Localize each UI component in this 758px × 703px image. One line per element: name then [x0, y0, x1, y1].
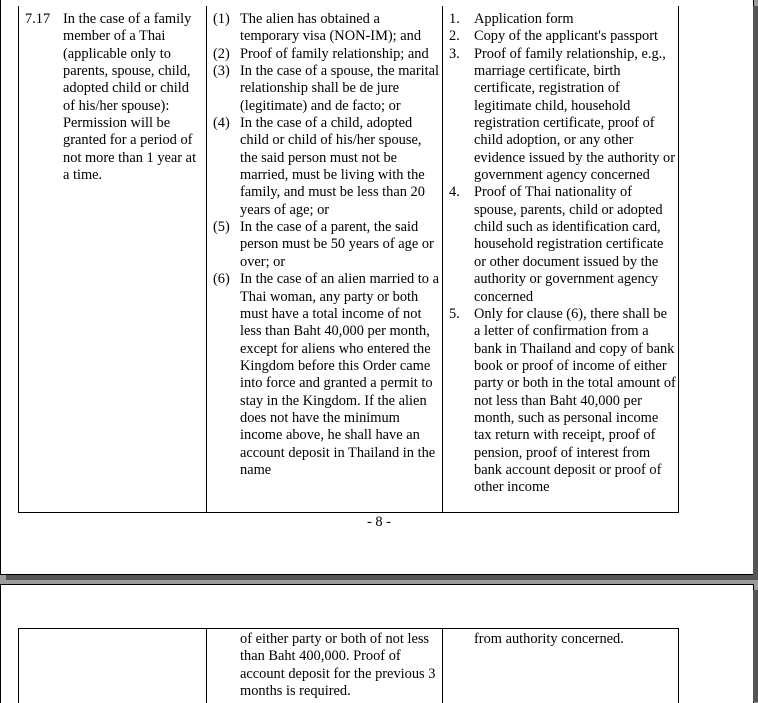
list-marker: (4)	[213, 115, 230, 132]
documents-cell	[443, 6, 679, 512]
list-item	[213, 46, 442, 63]
page-2-shadow	[753, 590, 758, 702]
document-text: Only for clause (6), there shall be a letter of confirmation from a bank in Thailand and copy of bank book or proof of income of either party or both in the total amount of not less than Baht 40,000 per month, such as personal income tax return with receipt, proof of pension, proof of interest from bank account deposit or proof of other income	[474, 305, 676, 496]
list-marker: 5.	[449, 305, 460, 322]
list-marker: (1)	[213, 11, 230, 27]
list-marker: (6)	[213, 271, 230, 288]
list-marker: 2.	[449, 28, 460, 45]
condition-text: of either party or both of not less than Baht 400,000. Proof of account deposit for the previous 3 months is required.	[240, 631, 436, 700]
condition-text: In the case of a spouse, the marital relationship shall be de jure (legitimate) and de facto; or	[240, 63, 439, 114]
page-number: - 8 -	[367, 514, 391, 530]
list-item	[449, 28, 678, 45]
document-text: from authority concerned.	[474, 631, 624, 647]
list-item	[213, 219, 442, 271]
condition-text: In the case of a child, adopted child or child of his/her spouse, the said person must not be married, must be living with the family, and must be less than 20 years of age; or	[240, 115, 425, 218]
category-text: In the case of a family member of a Thai (applicable only to parents, spouse, child, adopted child or child of his/her spouse): Permission will be granted for a period of not more than 1 year at a time.	[63, 11, 197, 184]
condition-text: In the case of an alien married to a Thai woman, any party or both must have a total income of not less than Baht 40,000 per month, except for aliens who entered the Kingdom before this Order came into force and granted a permit to stay in the Kingdom. If the alien does not have the minimum income above, he shall have an account deposit in Thailand in the name	[240, 271, 439, 478]
list-item	[449, 11, 678, 28]
list-marker: (5)	[213, 219, 230, 236]
row-number: 7.17	[25, 11, 51, 27]
list-item	[213, 631, 442, 700]
list-marker: 3.	[449, 45, 460, 62]
conditions-cell	[207, 629, 443, 703]
document-text: Proof of Thai nationality of spouse, parents, child or adopted child such as identification card, household registration certificate or other document issued by the authority or government agency concerned	[474, 184, 664, 305]
list-item	[449, 631, 678, 648]
list-item	[213, 11, 442, 46]
conditions-cell	[207, 6, 443, 512]
list-item	[213, 115, 442, 219]
requirements-table	[18, 6, 679, 513]
condition-text: The alien has obtained a temporary visa (NON-IM); and	[240, 11, 422, 45]
list-item	[449, 46, 678, 185]
document-text: Copy of the applicant's passport	[474, 28, 659, 45]
requirements-table-continued	[18, 628, 679, 703]
list-item	[449, 184, 678, 305]
table-row	[19, 629, 679, 703]
condition-text: In the case of a parent, the said person must be 50 years of age or over; or	[240, 219, 434, 270]
list-marker: 1.	[449, 11, 460, 27]
list-item	[213, 63, 442, 115]
list-marker: 4.	[449, 184, 460, 201]
document-text: Proof of family relationship, e.g., marriage certificate, birth certificate, registration of legitimate child, household registration certificate, proof of child adoption, or any other evidence issued by the authority or government agency concerned	[474, 45, 676, 184]
category-cell	[19, 629, 207, 703]
list-marker: (2)	[213, 45, 230, 62]
category-cell	[19, 6, 207, 512]
table-row	[19, 6, 679, 512]
page-1-shadow-bottom	[6, 575, 758, 580]
list-item	[449, 306, 678, 497]
list-item	[213, 271, 442, 479]
condition-text: Proof of family relationship; and	[240, 45, 429, 62]
page-1-shadow	[753, 6, 758, 580]
document-text: Application form	[474, 11, 574, 27]
documents-cell	[443, 629, 679, 703]
list-marker: (3)	[213, 63, 230, 80]
